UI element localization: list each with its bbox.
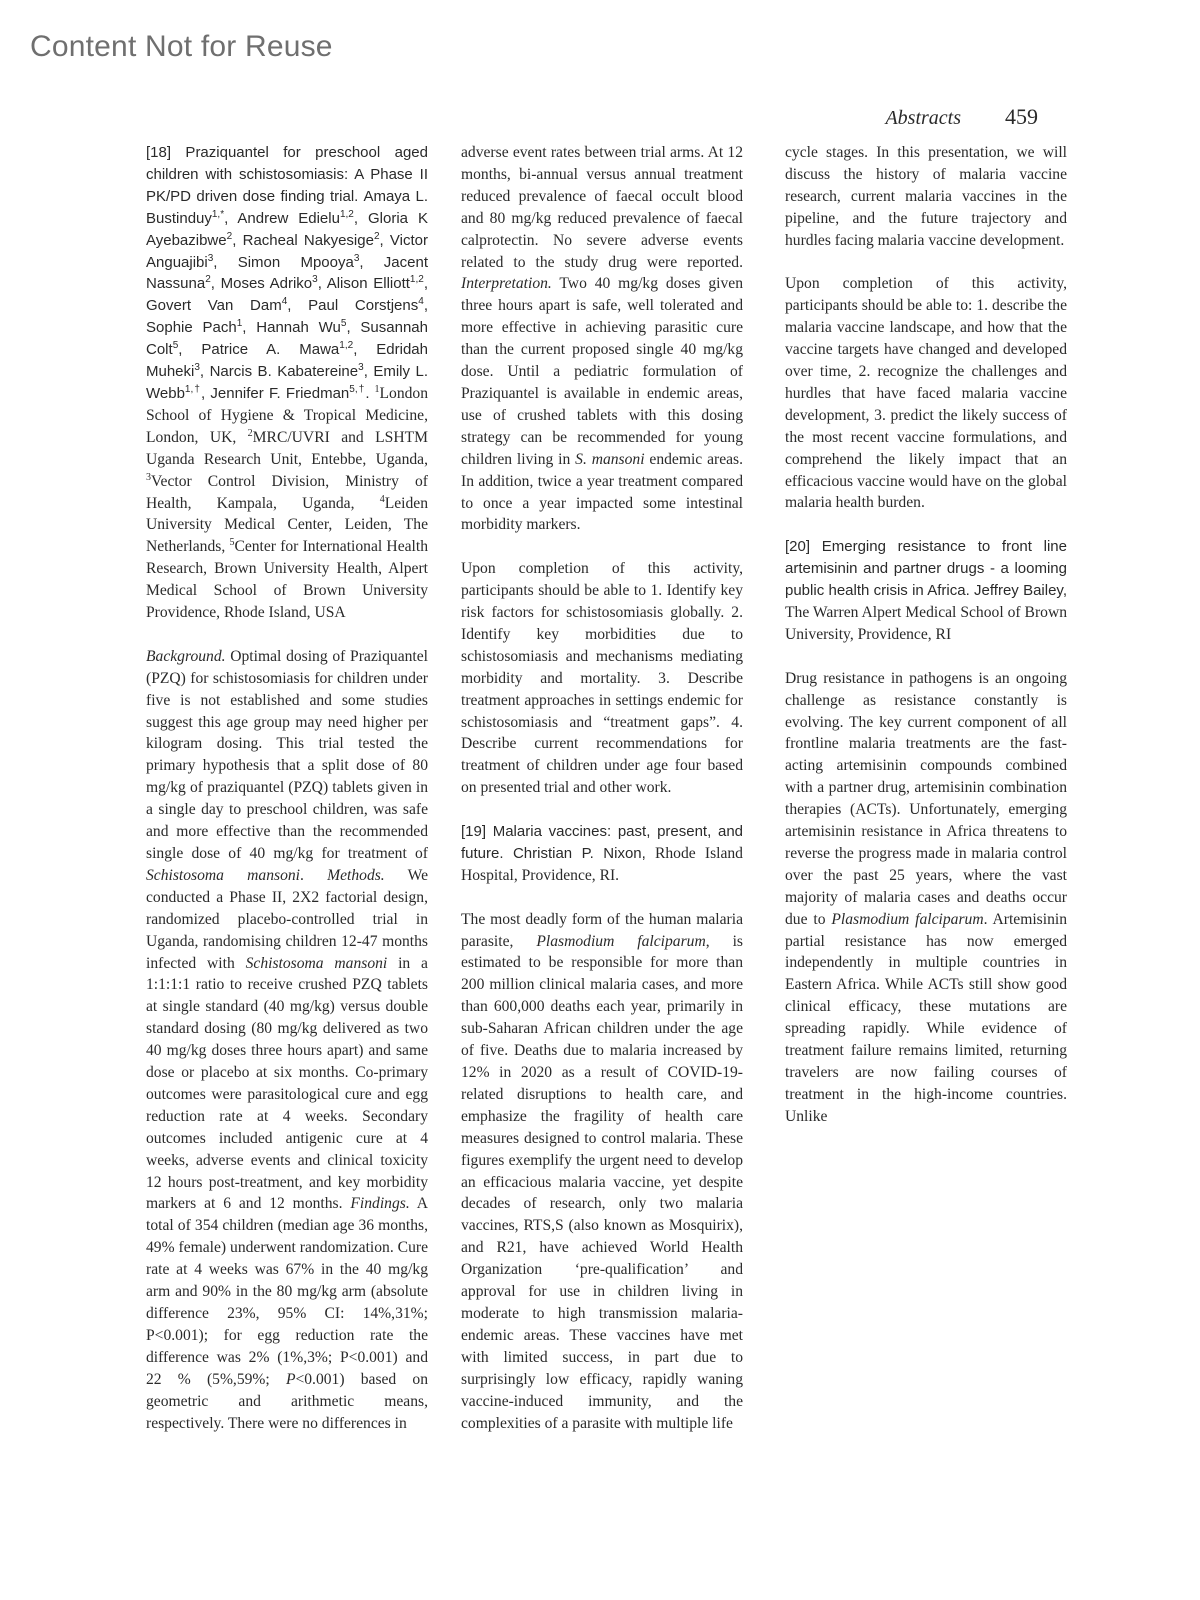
abstract-20-body: Drug resistance in pathogens is an ongoing challenge as resistance constantly is evolving. The key current component of all frontline malaria treatments are the fast-acting artemisinin compounds combined with a partner drug, artemisinin combination therapies (ACTs). Unfortunately, emerging artemisinin resistance in Africa threatens to reverse the progress made in malaria control over the past 25 years, where the vast majority of malaria cases and deaths occur due to Plasmodium falciparum. Artemisinin partial resistance has now emerged independently in multiple countries in Eastern Africa. While ACTs still show good clinical efficacy, these mutations are spreading rapidly. While evidence of treatment failure remains limited, returning travelers are now failing courses of treatment in the high-income countries. Unlike [785,669,1067,1125]
column-3 [785,142,1067,1128]
abstract-19-body: cycle stages. In this presentation, we will discuss the history of malaria vaccine research, current malaria vaccines in the pipeline, and the future trajectory and hurdles facing malaria vaccine development. [785,144,1067,249]
abstract-20-affiliation: The Warren Alpert Medical School of Brown University, Providence, RI [785,604,1067,643]
abstract-20-title: [20] Emerging resistance to front line artemisinin and partner drugs - a looming public health crisis in Africa. Jeffrey Bailey, [785,538,1067,600]
column-2 [461,142,743,1434]
page-number: 459 [1005,104,1038,129]
abstract-19-affiliation: Rhode Island Hospital, Providence, RI. [461,844,743,884]
section-title: Abstracts [885,107,961,129]
abstract-18-heading [146,142,428,624]
abstract-19-heading [461,821,743,887]
abstract-18-objectives: Upon completion of this activity, participants should be able to 1. Identify key risk factors for schistosomiasis globally. 2. Identify key morbidities due to schistosomiasis and mechanisms mediating morbidity and mortality. 3. Describe treatment approaches in settings endemic for schistosomiasis and “treatment gaps”. 4. Describe current recommendations for treatment of children under age four based on presented trial and other work. [461,560,743,797]
abstract-19-body: The most deadly form of the human malaria parasite, Plasmodium falciparum, is estimated to be responsible for more than 200 million clinical malaria cases, and more than 600,000 deaths each year, primarily in sub-Saharan African children under the age of five. Deaths due to malaria increased by 12% in 2020 as a result of COVID-19-related disruptions to health care, and emphasize the fragility of health care measures designed to control malaria. These figures exemplify the urgent need to develop an efficacious malaria vaccine, yet despite decades of research, only two malaria vaccines, RTS,S (also known as Mosquirix), and R21, have achieved World Health Organization ‘pre-qualification’ and approval for use in children living in moderate to high transmission malaria-endemic areas. These vaccines have met with limited success, in part due to surprisingly low efficacy, rapidly waning vaccine-induced immunity, and the complexities of a parasite with multiple life [461,910,743,1432]
abstract-20-heading [785,536,1067,646]
column-1 [146,142,428,1434]
watermark: Content Not for Reuse [30,30,333,63]
abstract-18-title: [18] Praziquantel for preschool aged children with schistosomiasis: A Phase II PK/PD driven dose finding trial. [146,144,428,205]
abstract-18-authors: Amaya L. Bustinduy$^{1,*}$, Andrew Edielu$^{1,2}$, Gloria K Ayebazibwe$^2$, Racheal Nakyesige$^2$, Victor Anguajibi$^3$, Simon Mpooya$^3$, Jacent Nassuna$^2$, Moses Adriko$^3$, Alison Elliott$^{1,2}$, Govert Van Dam$^4$, Paul Corstjens$^4$, Sophie Pach$^1$, Hannah Wu$^5$, Susannah Colt$^5$, Patrice A. Mawa$^{1,2}$, Edridah Muheki$^3$, Narcis B. Kabatereine$^3$, Emily L. Webb$^{1,\dagger}$, Jennifer F. Friedman$^{5,\dagger}$. [146,187,428,402]
abstract-19-title: [19] Malaria vaccines: past, present, and future. Christian P. Nixon, [461,823,743,862]
abstract-18-body: adverse event rates between trial arms. At 12 months, bi-annual versus annual treatment reduced prevalence of faecal occult blood and 80 mg/kg reduced prevalence of faecal calprotectin. No severe adverse events related to the study drug were reported. Interpretation. Two 40 mg/kg doses given three hours apart is safe, well tolerated and more effective in achieving parasitic cure than the current proposed single 40 mg/kg dose. Until a pediatric formulation of Praziquantel is available in endemic areas, use of crushed tablets with this dosing strategy can be recommended for young children living in S. mansoni endemic areas. In addition, twice a year treatment compared to once a year impacted some intestinal morbidity markers. [461,144,743,534]
abstract-19-objectives: Upon completion of this activity, participants should be able to: 1. describe the malaria vaccine landscape, and how that the vaccine targets have changed and developed over time, 2. recognize the challenges and hurdles that have faced malaria vaccine development, 3. predict the likely success of the most recent vaccine formulations, and comprehend the likely impact that an efficacious vaccine would have on the global malaria health burden. [785,275,1067,512]
running-head [885,104,1038,130]
abstract-18-affiliations: $^1$London School of Hygiene & Tropical Medicine, London, UK, $^2$MRC/UVRI and LSHTM Uganda Research Unit, Entebbe, Uganda, $^3$Vector Control Division, Ministry of Health, Kampala, Uganda, $^4$Leiden University Medical Center, Leiden, The Netherlands, $^5$Center for International Health Research, Brown University Health, Alpert Medical School of Brown University Providence, Rhode Island, USA [146,383,429,622]
abstract-18-body: Background. Optimal dosing of Praziquantel (PZQ) for schistosomiasis for children under five is not established and some studies suggest this age group may need higher per kilogram dosing. This trial tested the primary hypothesis that a split dose of 80 mg/kg of praziquantel (PZQ) tablets given in a single day to preschool children, was safe and more effective than the recommended single dose of 40 mg/kg for treatment of Schistosoma mansoni. Methods. We conducted a Phase II, 2X2 factorial design, randomized placebo-controlled trial in Uganda, randomising children 12-47 months infected with Schistosoma mansoni in a 1:1:1:1 ratio to receive crushed PZQ tablets at single standard (40 mg/kg) versus double standard dosing (80 mg/kg delivered as two 40 mg/kg doses three hours apart) and same dose or placebo at six months. Co-primary outcomes were parasitological cure and egg reduction rate at 4 weeks. Secondary outcomes included antigenic cure at 4 weeks, adverse events and clinical toxicity 12 hours post-treatment, and key morbidity markers at 6 and 12 months. Findings. A total of 354 children (median age 36 months, 49% female) underwent randomization. Cure rate at 4 weeks was 67% in the 40 mg/kg arm and 90% in the 80 mg/kg arm (absolute difference 23%, 95% CI: 14%,31%; P<0.001); for egg reduction rate the difference was 2% (1%,3%; P<0.001) and 22 % (5%,59%; P<0.001) based on geometric and arithmetic means, respectively. There were no differences in [146,647,429,1432]
